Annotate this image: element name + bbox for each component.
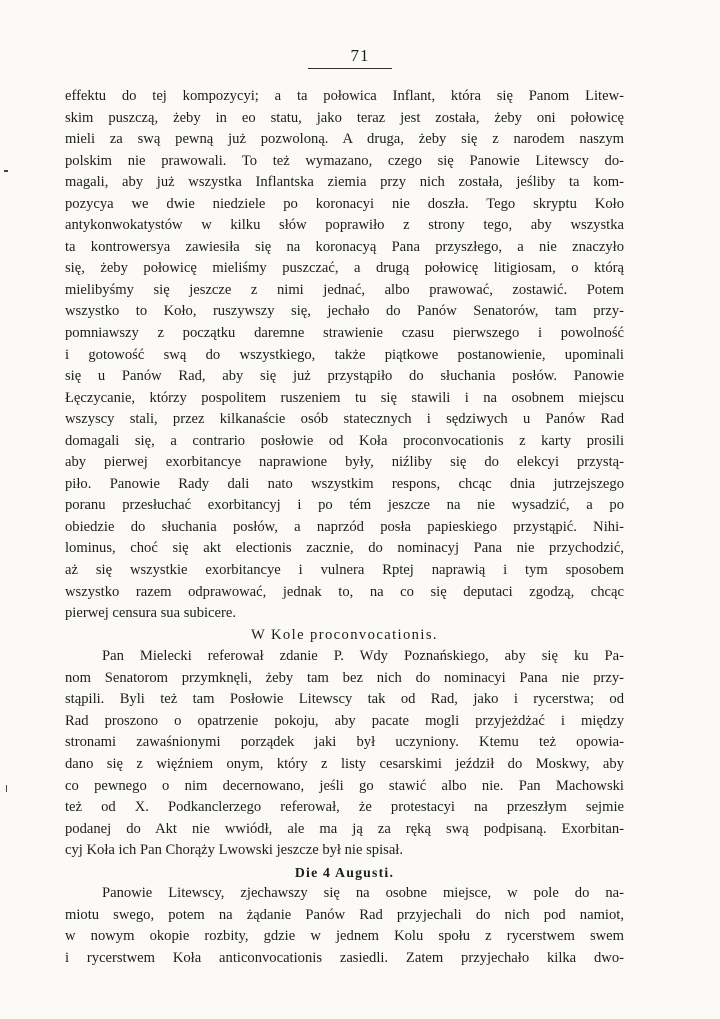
text-line: effektu do tej kompozycyi; a ta połowica Inflant, która się Panom Litew- bbox=[65, 88, 624, 104]
text-line: miotu swego, potem na żądanie Panów Rad przyjechali do nich pod namiot, bbox=[65, 906, 624, 923]
text-line: Pan Mielecki referował zdanie P. Wdy Poznańskiego, aby się ku Pa- bbox=[102, 648, 624, 665]
text-line: Panowie Litewscy, zjechawszy się na osobne miejsce, w pole do na- bbox=[102, 885, 624, 902]
text-line: cyj Koła ich Pan Chorąży Lwowski jeszcze był nie spisał. bbox=[65, 842, 404, 859]
margin-mark bbox=[4, 170, 8, 172]
text-line: ta kontrowersya zawiesiła się na koronacyą Pana przyszłego, a nie znaczyło bbox=[65, 238, 624, 255]
text-line: piło. Panowie Rady dali nato wszystkim respons, chcąc dnia jutrzejszego bbox=[65, 475, 624, 492]
text-line: antykonwokatystów w kilku słów poprawiło z strony tego, aby wszystka bbox=[65, 217, 624, 234]
text-line: stąpili. Byli też tam Posłowie Litewscy tak od Rad, jako i rycerstwa; od bbox=[65, 691, 624, 708]
text-line: wszystko to Koło, ruszywszy się, jechało do Panów Senatorów, tam przy- bbox=[65, 303, 624, 320]
text-line: pozycya we dwie niedziele po koronacyi nie doszła. Tego skryptu Koło bbox=[65, 195, 624, 212]
text-line: i rycerstwem Koła anticonvocationis zasiedli. Zatem przyjechało kilka dwo- bbox=[65, 949, 624, 966]
date-heading: Die 4 Augusti. bbox=[294, 864, 395, 880]
margin-mark bbox=[6, 785, 7, 792]
text-line: wszyscy stali, przez kilkanaście osób statecznych i sędziwych u Panów Rad bbox=[65, 411, 624, 428]
text-line: Łęczycanie, którzy pospolitem ruszeniem tu się stawili i na osobnem miejscu bbox=[65, 389, 624, 406]
text-line: się u Panów Rad, aby się już przystąpiło do słuchania posłów. Panowie bbox=[65, 368, 624, 385]
text-line: podanej do Akt nie wwiódł, ale ma ją za ręką swą podpisaną. Exorbitan- bbox=[65, 820, 624, 837]
text-line: lominus, choć się akt electionis zacznie, do nominacyj Pana nie przychodzić, bbox=[65, 540, 624, 557]
text-line: obiedzie do słuchania posłów, a naprzód posła papieskiego przystąpić. Nihi- bbox=[65, 518, 624, 535]
text-line: magali, aby już wszystka Inflantska ziemia przy nich została, jeśliby ta kom- bbox=[65, 174, 624, 191]
paragraph-2 bbox=[65, 646, 624, 861]
text-line: co pewnego o nim decernowano, jeśli go stawić albo nie. Pan Machowski bbox=[65, 777, 624, 794]
page-number-rule bbox=[308, 68, 392, 69]
text-line: pomniawszy z początku daremne strawienie czasu pierwszego i powolność bbox=[65, 325, 624, 342]
text-line: się, żeby połowicę mieliśmy puszczać, a drugą połowicę litigiosam, o którą bbox=[65, 260, 624, 277]
text-line: wszystko razem odprawować, jednak to, na co się deputaci zgodzą, chcąc bbox=[65, 583, 624, 600]
page-number: 71 bbox=[350, 46, 370, 65]
text-line: i gotowość swą do wszystkiego, także piątkowe postanowienie, upominali bbox=[65, 346, 624, 363]
text-line: domagali się, a contrario posłowie od Koła proconvocationis z karty prosili bbox=[65, 432, 624, 449]
text-line: nom Senatorom przymknęli, żeby tam bez nich do nominacyi Pana nie przy- bbox=[65, 669, 624, 686]
text-line: aż się wszystkie exorbitancye i vulnera Rptej naprawią i tym sposobem bbox=[65, 562, 624, 579]
paragraph-1 bbox=[65, 86, 624, 625]
text-line: dano się z więźniem onym, który z listy cesarskimi jeździł do Moskwy, aby bbox=[65, 755, 624, 772]
text-line: Rad proszono o opatrzenie pokoju, aby pacate mogli przyjeżdżać i między bbox=[65, 712, 624, 729]
text-line: aby pierwej exorbitancye naprawione były, niźliby się do elekcyi przystą- bbox=[65, 454, 624, 471]
text-line: skim puszczą, żeby in eo statu, jako teraz jest została, żeby oni połowicę bbox=[65, 109, 624, 126]
text-line: mielibyśmy się jeszcze z nimi jednać, albo prawować, zostawić. Potem bbox=[65, 281, 624, 298]
text-line: stronami zawaśnionymi porządek jaki był uczyniony. Ktemu też opowia- bbox=[65, 734, 624, 751]
text-line: mieli za swą pewną już pozwoloną. A druga, żeby się z narodem naszym bbox=[65, 131, 624, 148]
text-line: polskim nie prawowali. To też wymazano, czego się Panowie Litewscy do- bbox=[65, 152, 624, 169]
text-line: poranu przesłuchać exorbitancyj i po tém jeszcze na nie wysadzić, a po bbox=[65, 497, 624, 514]
page-body bbox=[65, 86, 624, 969]
text-line: też od X. Podkanclerzego referował, że protestacyi na przeszłym sejmie bbox=[65, 799, 624, 816]
paragraph-3 bbox=[65, 883, 624, 969]
text-line: w nowym okopie rozbity, gdzie w jednem Kolu społu z rycerstwem swem bbox=[65, 928, 624, 945]
text-line: pierwej censura sua subicere. bbox=[65, 605, 236, 622]
section-heading: W Kole proconvocationis. bbox=[251, 626, 438, 643]
